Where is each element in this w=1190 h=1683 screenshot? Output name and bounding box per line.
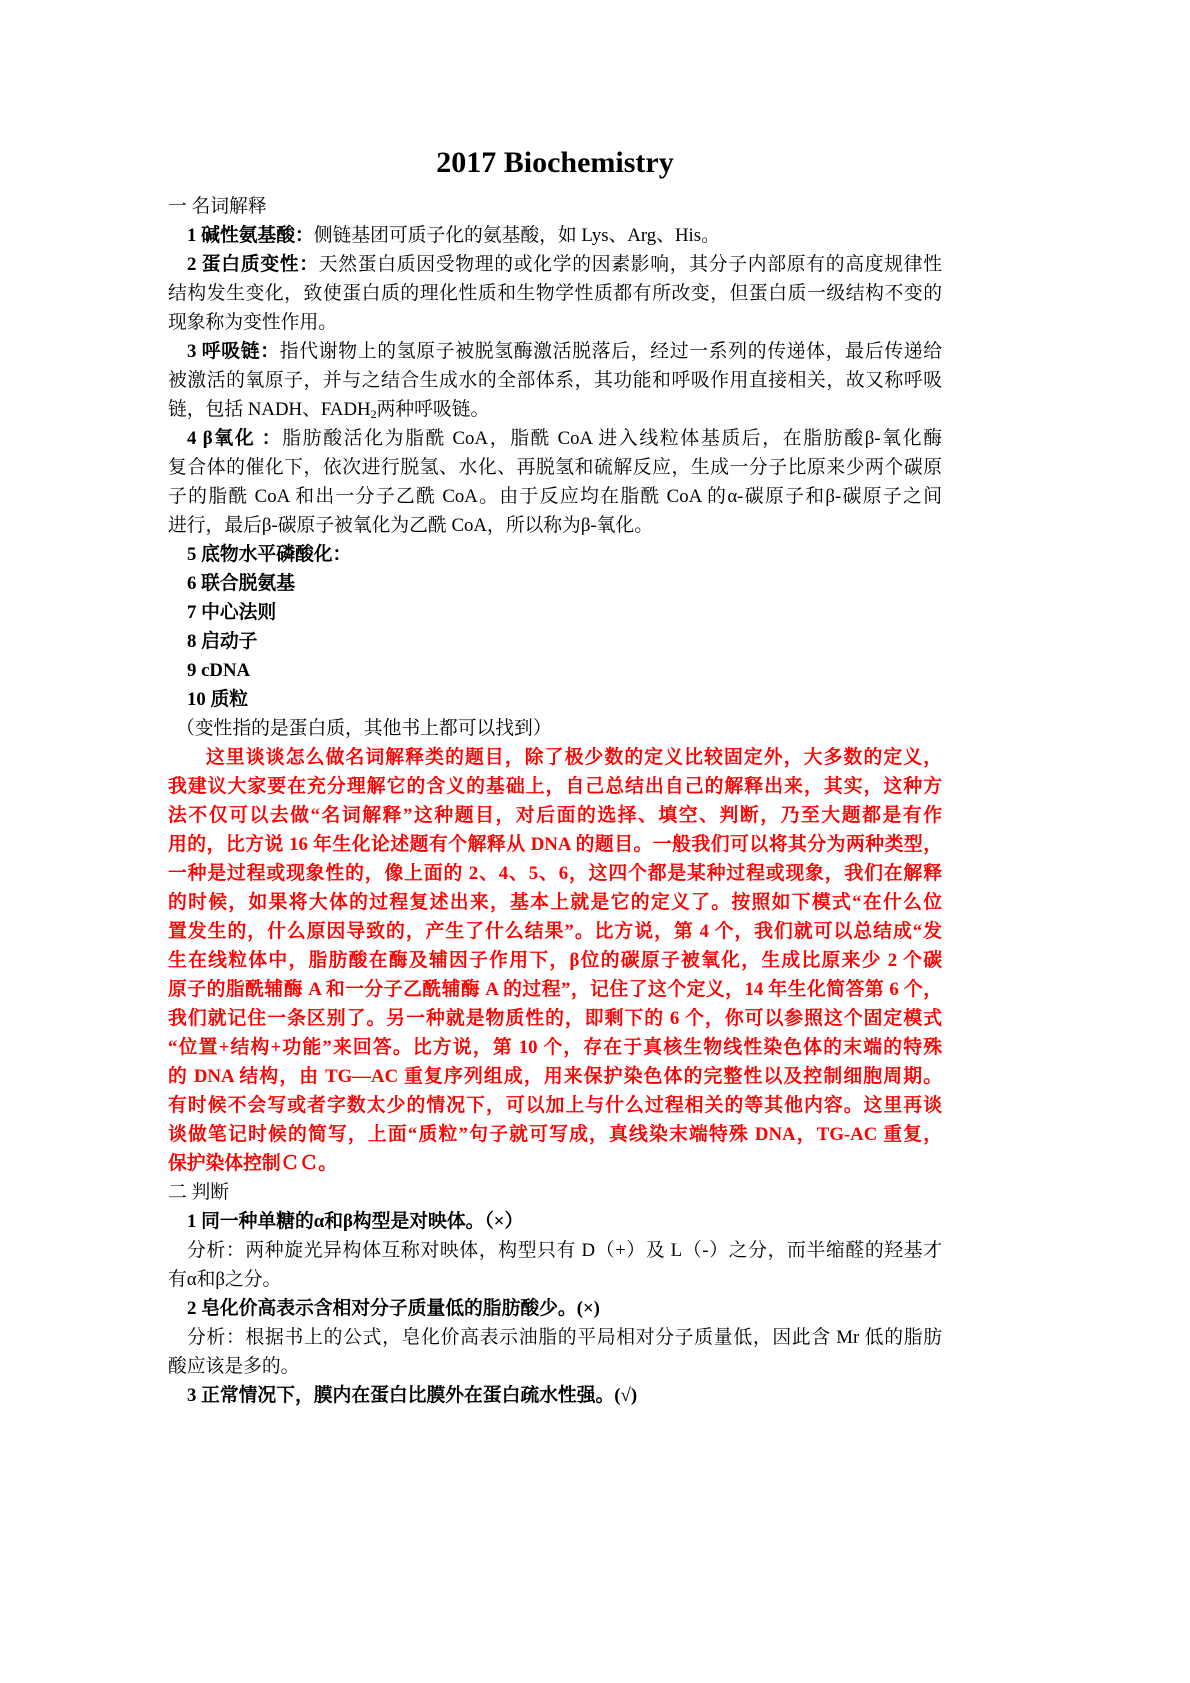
judgement-analysis-line: 分析：两种旋光异构体互称对映体，构型只有 D（+）及 L（-）之分，而半缩醛的羟基才 (187, 1240, 942, 1261)
definition-item-2 (168, 250, 942, 279)
definition-item-5: 5 底物水平磷酸化： (187, 544, 352, 565)
definition-text: 链，包括 NADH、FADH (168, 399, 371, 420)
definition-text: 侧链基团可质子化的氨基酸，如 Lys、Arg、His。 (313, 225, 720, 246)
advice-line: 原子的脂酰辅酶 A 和一分子乙酰辅酶 A 的过程”，记住了这个定义，14 年生化简答第 6 个， (168, 979, 942, 1000)
advice-line: 这里谈谈怎么做名词解释类的题目，除了极少数的定义比较固定外，大多数的定义， (206, 747, 942, 768)
advice-line: 我建议大家要在充分理解它的含义的基础上，自己总结出自己的解释出来，其实，这种方 (168, 776, 942, 797)
definition-text-line: 被激活的氧原子，并与之结合生成水的全部体系，其功能和呼吸作用直接相关，故又称呼吸 (168, 370, 942, 391)
advice-line: 用的，比方说 16 年生化论述题有个解释从 DNA 的题目。一般我们可以将其分为两种类型， (168, 834, 942, 855)
definition-text-line (168, 395, 942, 424)
judgement-analysis-line: 有α和β之分。 (168, 1269, 282, 1290)
definition-text-line: 进行，最后β-碳原子被氧化为乙酰 CoA，所以称为β-氧化。 (168, 515, 653, 536)
definition-item-3 (168, 337, 942, 366)
text-column (168, 143, 942, 1410)
advice-line: 法不仅可以去做“名词解释”这种题目，对后面的选择、填空、判断，乃至大题都是有作 (168, 805, 942, 826)
judgement-question-2: 2 皂化价高表示含相对分子质量低的脂肪酸少。(×) (187, 1298, 600, 1319)
advice-line: 的时候，如果将大体的过程复述出来，基本上就是它的定义了。按照如下模式“在什么位 (168, 892, 942, 913)
subscript-number: 2 (370, 407, 377, 421)
section-heading-definitions: 一 名词解释 (168, 196, 267, 217)
definition-text: 指代谢物上的氢原子被脱氢酶激活脱落后，经过一系列的传递体，最后传递给 (279, 341, 942, 362)
definition-text: 两种呼吸链。 (376, 399, 490, 420)
definition-term: 4 β氧化 ： (187, 428, 283, 449)
judgement-question-1: 1 同一种单糖的α和β构型是对映体。（×） (187, 1211, 524, 1232)
definition-item-4 (168, 424, 942, 453)
section-heading-judgement: 二 判断 (168, 1182, 230, 1203)
definition-text: 天然蛋白质因受物理的或化学的因素影响，其分子内部原有的高度规律性 (318, 254, 942, 275)
definition-text-line: 结构发生变化，致使蛋白质的理化性质和生物学性质都有所改变，但蛋白质一级结构不变的 (168, 283, 942, 304)
definitions-note: （变性指的是蛋白质，其他书上都可以找到） (176, 718, 552, 739)
study-advice-paragraph (168, 743, 942, 1178)
advice-line: 置发生的，什么原因导致的，产生了什么结果”。比方说，第 4 个，我们就可以总结成“发 (168, 921, 942, 942)
definition-term: 2 蛋白质变性： (187, 254, 319, 275)
advice-line: 谈做笔记时候的简写，上面“质粒”句子就可写成，真线染末端特殊 DNA，TG-AC 重复， (168, 1124, 942, 1145)
definition-item-8: 8 启动子 (187, 631, 258, 652)
judgement-analysis-line: 酸应该是多的。 (168, 1356, 300, 1377)
document-title: 2017 Biochemistry (436, 146, 674, 179)
advice-line: 一种是过程或现象性的，像上面的 2、4、5、6，这四个都是某种过程或现象，我们在解释 (168, 863, 942, 884)
advice-line: 保护染体控制ＣＣ。 (168, 1153, 338, 1174)
advice-line: 生在线粒体中，脂肪酸在酶及辅因子作用下，β位的碳原子被氧化，生成比原来少 2 个碳 (168, 950, 942, 971)
judgement-analysis-line: 分析：根据书上的公式，皂化价高表示油脂的平局相对分子质量低，因此含 Mr 低的脂肪 (187, 1327, 942, 1348)
definition-text-line: 现象称为变性作用。 (168, 312, 338, 333)
definition-text: 脂肪酸活化为脂酰 CoA，脂酰 CoA 进入线粒体基质后，在脂肪酸β-氧化酶 (282, 428, 942, 449)
definition-text-line: 子的脂酰 CoA 和出一分子乙酰 CoA。由于反应均在脂酰 CoA 的α-碳原子和β-碳原子之间 (168, 486, 942, 507)
advice-line: 我们就记住一条区别了。另一种就是物质性的，即剩下的 6 个，你可以参照这个固定模式 (168, 1008, 942, 1029)
definition-item-10: 10 质粒 (187, 689, 249, 710)
advice-line: 有时候不会写或者字数太少的情况下，可以加上与什么过程相关的等其他内容。这里再谈 (168, 1095, 942, 1116)
advice-line: 的 DNA 结构，由 TG—AC 重复序列组成，用来保护染色体的完整性以及控制细胞周期。 (168, 1066, 942, 1087)
definition-term: 3 呼吸链： (187, 341, 280, 362)
definition-item-9: 9 cDNA (187, 660, 251, 681)
advice-line: “位置+结构+功能”来回答。比方说，第 10 个，存在于真核生物线性染色体的末端的特殊 (168, 1037, 942, 1058)
definition-text-line: 复合体的催化下，依次进行脱氢、水化、再脱氢和硫解反应，生成一分子比原来少两个碳原 (168, 457, 942, 478)
definition-term: 1 碱性氨基酸： (187, 225, 314, 246)
definition-item-1 (168, 221, 942, 250)
definition-item-7: 7 中心法则 (187, 602, 277, 623)
definition-item-6: 6 联合脱氨基 (187, 573, 295, 594)
judgement-question-3: 3 正常情况下，膜内在蛋白比膜外在蛋白疏水性强。(√) (187, 1385, 638, 1406)
